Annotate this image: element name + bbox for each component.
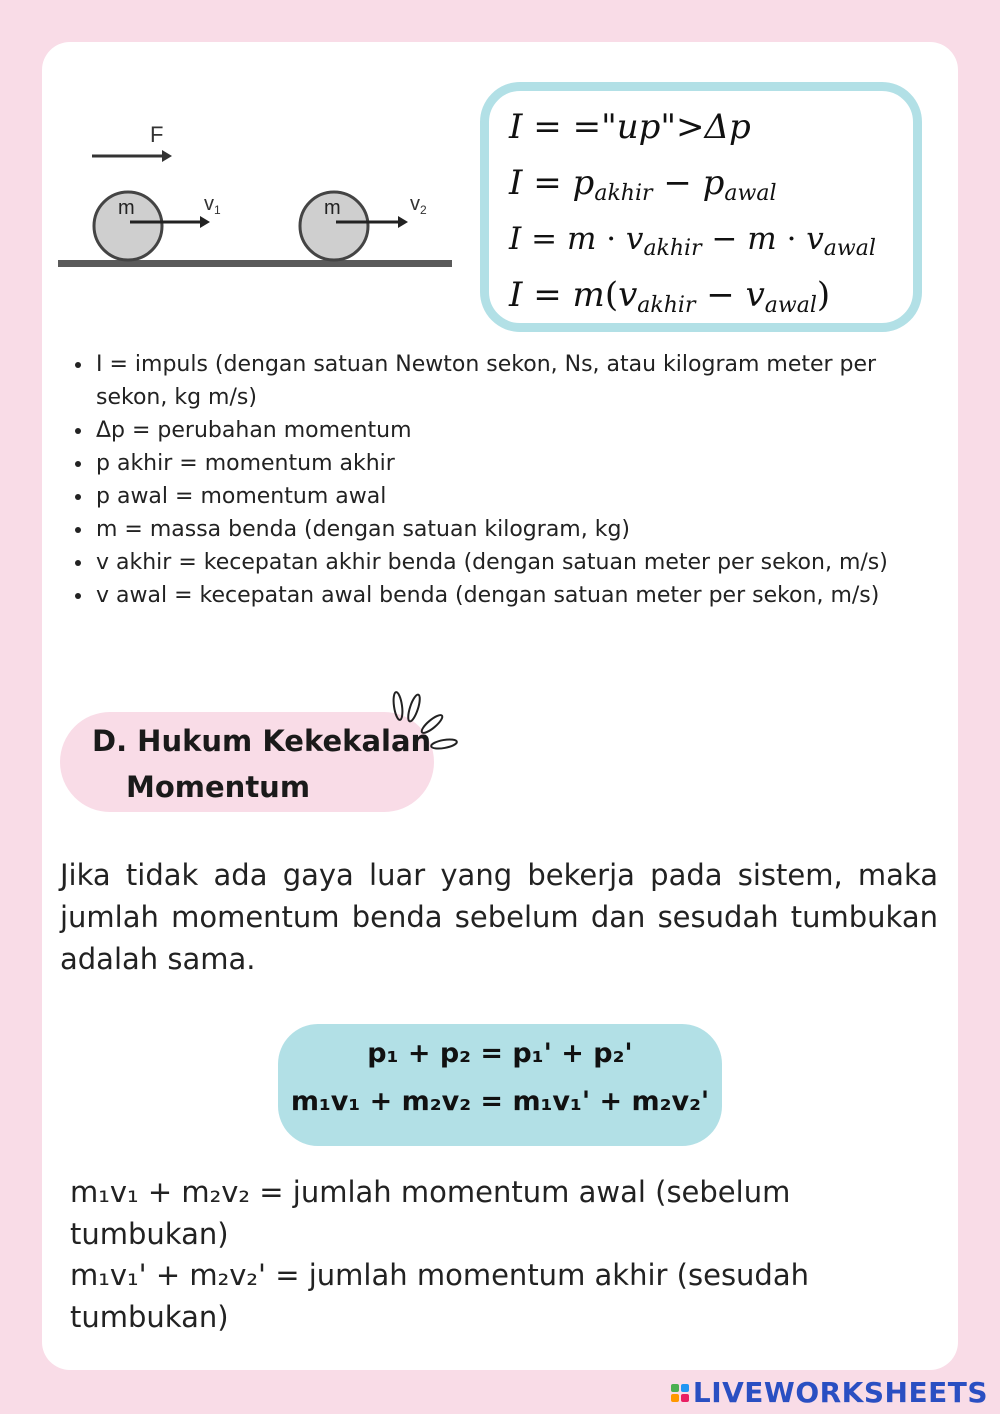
liveworksheets-logo-icon [671, 1384, 689, 1402]
list-item: • I = impuls (dengan satuan Newton sekon, Ns, atau kilogram meter per sekon, kg m/s) [94, 348, 954, 414]
list-item: • v akhir = kecepatan akhir benda (dengan satuan meter per sekon, m/s) [94, 546, 954, 579]
formula-line-4: $I = m(v_{akhir} - v_{awal})$ [509, 275, 831, 318]
conservation-equation-box [278, 1024, 722, 1146]
explanation-initial: m₁v₁ + m₂v₂ = jumlah momentum awal (sebelum tumbukan) [70, 1175, 791, 1251]
watermark-text: LIVEWORKSHEETS [692, 1376, 988, 1409]
list-item: • p akhir = momentum akhir [94, 447, 954, 480]
v1-subscript: 1 [214, 203, 221, 217]
equation-momentum: p₁ + p₂ = p₁' + p₂' [367, 1038, 633, 1069]
definition-list [72, 348, 954, 612]
v1-label: v [204, 193, 214, 215]
list-item: • p awal = momentum awal [94, 480, 954, 513]
sparkle-icon [388, 688, 468, 768]
svg-text:v1 [204, 193, 221, 217]
formula-line-3: $I = m \cdot v_{akhir} - m \cdot v_{awal}$ [509, 221, 876, 261]
liveworksheets-watermark [671, 1376, 988, 1409]
ball-1-mass-label: m [118, 197, 135, 219]
formula-line-2: $I = p_{akhir} - p_{awal}$ [509, 163, 777, 206]
equation-explanations [70, 1172, 930, 1338]
list-item: • Δp = perubahan momentum [94, 414, 954, 447]
v2-subscript: 2 [420, 203, 427, 217]
section-heading-line-2: Momentum [126, 770, 311, 804]
ball-2-mass-label: m [324, 197, 341, 219]
force-label: F [150, 122, 164, 147]
conservation-paragraph: Jika tidak ada gaya luar yang bekerja pada sistem, maka jumlah momentum benda sebelum dan sesudah tumbukan adalah sama. [60, 858, 938, 976]
svg-text:v2 [410, 193, 427, 217]
section-heading [92, 718, 432, 810]
explanation-final: m₁v₁' + m₂v₂' = jumlah momentum akhir (sesudah tumbukan) [70, 1258, 809, 1334]
impulse-formula-box [480, 82, 922, 332]
list-item: • v awal = kecepatan awal benda (dengan satuan meter per sekon, m/s) [94, 579, 954, 612]
equation-mass-velocity: m₁v₁ + m₂v₂ = m₁v₁' + m₂v₂' [290, 1086, 710, 1117]
formula-line-1: I = ="up">Δp [509, 107, 751, 147]
v2-label: v [410, 193, 420, 215]
momentum-diagram [56, 118, 456, 274]
list-item: • m = massa benda (dengan satuan kilogram, kg) [94, 513, 954, 546]
section-heading-line-1: D. Hukum Kekekalan [92, 724, 432, 758]
